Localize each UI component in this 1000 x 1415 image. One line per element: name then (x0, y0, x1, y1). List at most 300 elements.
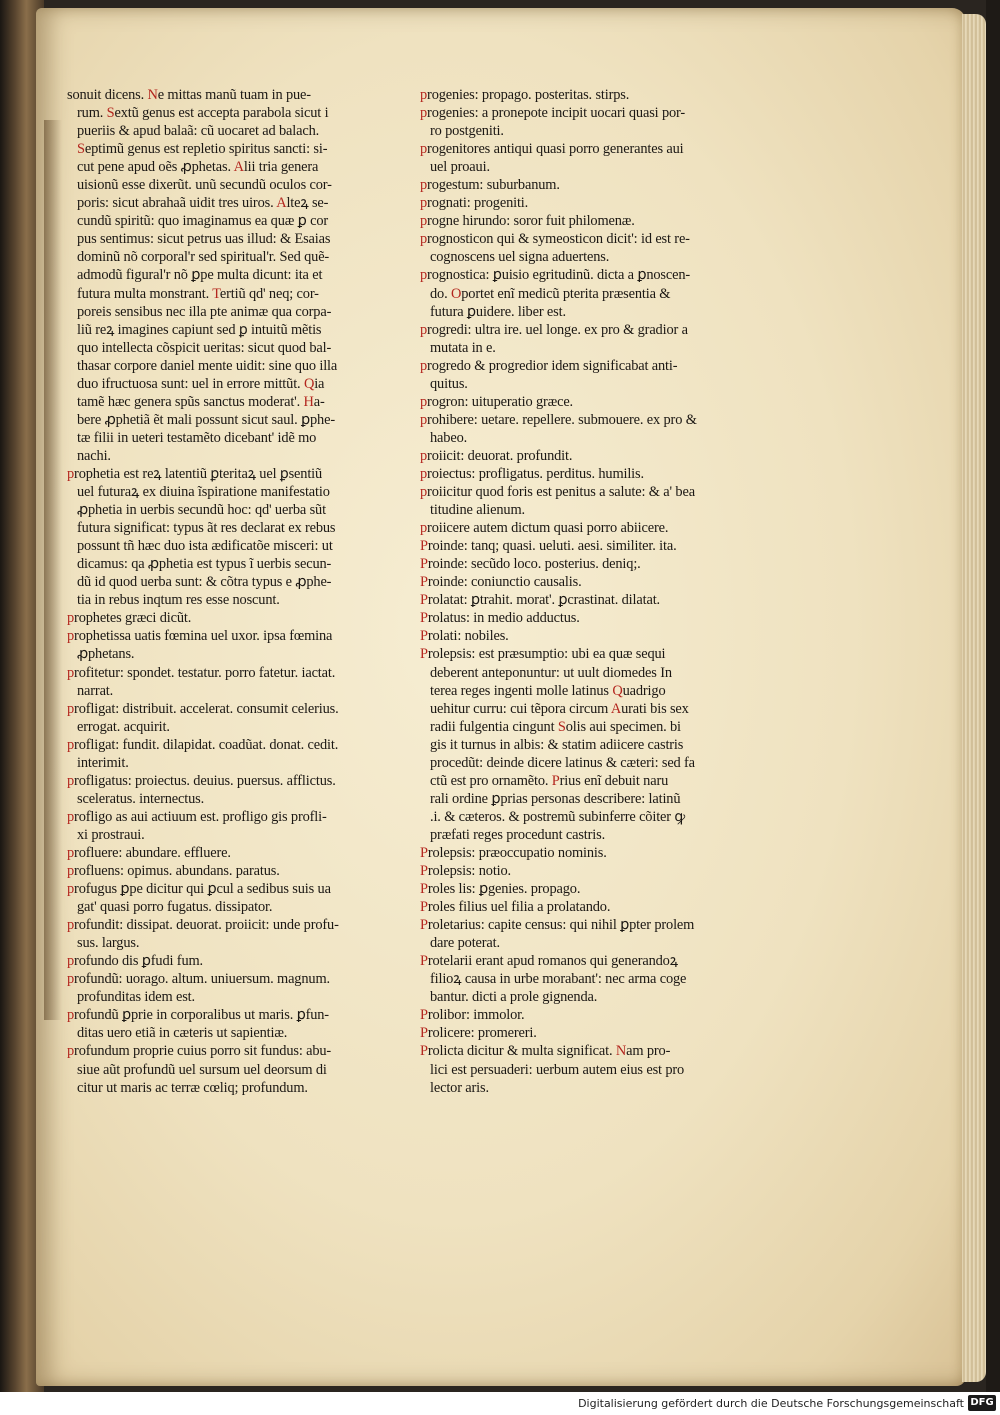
text-line (420, 140, 740, 158)
text-segment: quitus. (430, 375, 468, 392)
text-segment: urati bis sex (621, 700, 689, 717)
text-segment: .i. & cæteros. & postremũ subinferre cõiter ꝙ (430, 808, 686, 825)
rubricated-initial: p (420, 177, 428, 194)
text-line (67, 916, 387, 934)
text-column-left (67, 86, 387, 1097)
rubricated-initial: p (67, 844, 75, 861)
text-line (67, 519, 387, 537)
text-segment: portet enĩ medicũ pterita præsentia & (461, 285, 671, 302)
rubricated-initial: P (420, 592, 428, 609)
text-segment: rofundit: dissipat. deuorat. proiicit: unde profu- (74, 917, 339, 934)
rubricated-initial: p (67, 863, 75, 880)
text-segment: tamẽ hæc genera spũs sanctus moderat'. (77, 393, 304, 410)
text-segment: sus. largus. (77, 935, 140, 952)
text-line (420, 880, 740, 898)
text-segment: lii tria genera (243, 159, 319, 176)
text-segment: roiectus: profligatus. perditus. humilis. (427, 465, 644, 482)
text-line (67, 645, 387, 663)
text-line (420, 357, 740, 375)
rubricated-initial: P (551, 772, 560, 789)
text-line (67, 158, 387, 176)
text-segment: roletarius: capite census: qui nihil ꝑpter prolem (427, 917, 695, 934)
text-line (67, 718, 387, 736)
text-segment: roiicit: deuorat. profundit. (427, 447, 573, 464)
text-line (67, 1024, 387, 1042)
text-segment: a- (313, 393, 325, 410)
text-segment: rolepsis: præoccupatio nominis. (427, 844, 607, 861)
rubricated-initial: p (420, 267, 428, 284)
rubricated-initial: p (420, 484, 428, 501)
text-line (67, 230, 387, 248)
text-line (67, 682, 387, 700)
text-segment: siue aũt profundũ uel sursum uel deorsum di (77, 1061, 327, 1078)
rubricated-initial: Q (612, 682, 623, 699)
text-segment: rofluere: abundare. effluere. (74, 844, 231, 861)
text-line (67, 86, 387, 104)
text-line (67, 1042, 387, 1060)
rubricated-initial: A (610, 700, 622, 717)
text-segment: am pro- (626, 1043, 671, 1060)
text-segment: uel proaui. (430, 159, 490, 176)
text-segment: rolibor: immolor. (427, 1007, 525, 1024)
text-line (420, 483, 740, 501)
text-segment: dare poterat. (430, 935, 500, 952)
text-line (67, 844, 387, 862)
text-segment: do. (430, 285, 451, 302)
text-line (420, 682, 740, 700)
text-segment: quo intellecta cõspicit ueritas: sicut quod bal- (77, 339, 332, 356)
text-line (67, 736, 387, 754)
text-segment: futura significat: typus ãt res declarat ex rebus (77, 520, 336, 537)
text-segment: sonuit dicens. (67, 87, 148, 103)
text-segment: rogne hirundo: soror fuit philomenæ. (427, 213, 635, 230)
text-line (420, 664, 740, 682)
text-segment: rogron: uituperatio græce. (427, 393, 574, 410)
text-segment: rofundo dis ꝑfudi fum. (74, 953, 203, 970)
text-segment: rofundũ ꝑprie in corporalibus ut maris. ꝑfun- (74, 1007, 329, 1024)
text-segment: duo ifructuosa sunt: uel in errore mittũt. (77, 375, 304, 392)
text-segment: terea reges ingenti molle latinus (430, 682, 613, 699)
text-segment: rophetissa uatis fœmina uel uxor. ipsa fœmina (74, 628, 333, 645)
text-line (420, 501, 740, 519)
text-line (420, 86, 740, 104)
rubricated-initial: P (420, 556, 428, 573)
text-line (420, 718, 740, 736)
text-line (67, 700, 387, 718)
rubricated-initial: p (420, 520, 428, 537)
footer-bar (0, 1392, 1000, 1415)
text-segment: tia in rebus inqtum res esse noscunt. (77, 592, 280, 609)
text-line (67, 988, 387, 1006)
rubricated-initial: p (67, 772, 75, 789)
text-line (67, 826, 387, 844)
text-line (420, 393, 740, 411)
rubricated-initial: p (420, 141, 428, 158)
text-line (420, 303, 740, 321)
text-segment: pus sentimus: sicut petrus uas illud: & Esaias (77, 231, 331, 248)
rubricated-initial: P (420, 610, 428, 627)
text-line (420, 555, 740, 573)
text-line (420, 591, 740, 609)
rubricated-initial: p (67, 971, 75, 988)
text-segment: ro postgeniti. (430, 123, 504, 140)
rubricated-initial: P (420, 628, 428, 645)
text-line (420, 248, 740, 266)
text-line (420, 230, 740, 248)
text-segment: rofligo as aui actiuum est. profligo gis profli- (74, 808, 327, 825)
text-line (67, 862, 387, 880)
text-segment: nachi. (77, 447, 111, 464)
text-line (67, 104, 387, 122)
text-segment: rofligat: distribuit. accelerat. consumit celerius. (74, 700, 339, 717)
rubricated-initial: S (557, 718, 566, 735)
text-line (420, 519, 740, 537)
text-line (420, 952, 740, 970)
rubricated-initial: p (67, 1043, 75, 1060)
text-segment: rohibere: uetare. repellere. submouere. ex pro & (427, 411, 697, 428)
text-segment: gat' quasi porro fugatus. dissipator. (77, 899, 273, 916)
text-segment: rofugus ꝑpe dicitur qui ꝑcul a sedibus suis ua (74, 881, 331, 898)
text-segment: errogat. acquirit. (77, 718, 170, 735)
text-segment: rius enĩ debuit naru (559, 772, 669, 789)
text-segment: dominũ nõ corporal'r sed spiritual'r. Sed quẽ- (77, 249, 330, 266)
text-line (420, 321, 740, 339)
text-line (67, 537, 387, 555)
rubricated-initial: p (67, 465, 75, 482)
text-line (67, 266, 387, 284)
text-line (67, 285, 387, 303)
text-line (67, 1006, 387, 1024)
text-line (67, 501, 387, 519)
text-segment: eptimũ genus est repletio spiritus sancti: si- (84, 141, 328, 158)
rubricated-initial: P (420, 1025, 428, 1042)
text-line (67, 934, 387, 952)
text-line (420, 898, 740, 916)
text-segment: ertiũ qd' neq; cor- (219, 285, 319, 302)
rubricated-initial: p (67, 664, 75, 681)
text-segment: rogestum: suburbanum. (427, 177, 560, 194)
text-line (67, 952, 387, 970)
text-segment: profunditas idem est. (77, 989, 195, 1006)
text-segment: rolati: nobiles. (427, 628, 509, 645)
text-line (67, 411, 387, 429)
text-segment: rophetes græci dicũt. (74, 610, 192, 627)
gutter-shadow (44, 120, 62, 1020)
text-segment: rolicere: promereri. (427, 1025, 537, 1042)
text-segment: futura multa monstrant. (77, 285, 213, 302)
text-line (420, 212, 740, 230)
rubricated-initial: H (303, 393, 314, 410)
rubricated-initial: p (67, 610, 75, 627)
text-segment: filioꝝ causa in urbe morabant': nec arma coge (430, 971, 687, 988)
text-segment: gis it turnus in albis: & statim adiicere castris (430, 736, 684, 753)
text-line (420, 808, 740, 826)
text-line (67, 194, 387, 212)
text-segment: lici est persuaderi: uerbum autem eius est pro (430, 1061, 685, 1078)
rubricated-initial: p (67, 953, 75, 970)
text-segment: tæ filii in ueteri testamẽto dicebant' idẽ mo (77, 429, 317, 446)
rubricated-initial: p (420, 231, 428, 248)
text-line (67, 176, 387, 194)
text-line (420, 573, 740, 591)
rubricated-initial: P (420, 844, 428, 861)
text-line (420, 844, 740, 862)
text-segment: dũ id quod uerba sunt: & cõtra typus e ꝓphe- (77, 574, 332, 591)
text-line (420, 429, 740, 447)
text-segment: roinde: coniunctio causalis. (427, 574, 582, 591)
text-line (420, 122, 740, 140)
text-line (420, 988, 740, 1006)
text-segment: rolatus: in medio adductus. (427, 610, 580, 627)
text-line (420, 375, 740, 393)
rubricated-initial: P (420, 863, 428, 880)
text-segment: extũ genus est accepta parabola sicut i (114, 105, 329, 122)
text-segment: uisionũ esse dixerũt. unũ secundũ oculos cor- (77, 177, 332, 194)
text-line (67, 483, 387, 501)
text-segment: rognosticon qui & symeosticon dicit': id est re- (427, 231, 690, 248)
text-line (420, 970, 740, 988)
text-line (67, 248, 387, 266)
rubricated-initial: P (420, 881, 428, 898)
text-segment: roles lis: ꝑgenies. propago. (427, 881, 581, 898)
text-line (67, 808, 387, 826)
text-segment: cognoscens uel signa aduertens. (430, 249, 610, 266)
text-segment: habeo. (430, 429, 468, 446)
text-segment: lector aris. (430, 1079, 489, 1096)
text-segment: e mittas manũ tuam in pue- (157, 87, 311, 103)
text-line (67, 970, 387, 988)
text-line (420, 1024, 740, 1042)
rubricated-initial: N (147, 87, 158, 103)
text-line (67, 339, 387, 357)
text-segment: radii fulgentia cingunt (430, 718, 558, 735)
text-segment: possunt tñ hæc duo ista ædificatõe misceri: ut (77, 538, 333, 555)
text-segment: rofligatus: proiectus. deuius. puersus. afflictus. (74, 772, 336, 789)
text-segment: rolepsis: notio. (427, 863, 512, 880)
text-segment: rali ordine ꝑprias personas describere: latinũ (430, 790, 681, 807)
rubricated-initial: N (615, 1043, 627, 1060)
text-segment: ia (314, 375, 325, 392)
funding-notice: Digitalisierung gefördert durch die Deutsche Forschungsgemeinschaft (578, 1397, 964, 1410)
text-line (420, 176, 740, 194)
rubricated-initial: p (420, 321, 428, 338)
text-line (67, 357, 387, 375)
text-segment: narrat. (77, 682, 114, 699)
text-segment: ctũ est pro ornamẽto. (430, 772, 552, 789)
text-segment: præfati reges procedunt castris. (430, 826, 606, 843)
text-line (67, 447, 387, 465)
text-segment: rogenitores antiqui quasi porro generantes aui (427, 141, 684, 158)
text-line (67, 591, 387, 609)
text-segment: lteꝝ se- (286, 195, 329, 212)
rubricated-initial: T (212, 285, 220, 302)
text-line (67, 140, 387, 158)
text-line (67, 429, 387, 447)
text-line (420, 194, 740, 212)
text-segment: mutata in e. (430, 339, 496, 356)
text-segment: xi prostraui. (77, 826, 145, 843)
text-line (67, 573, 387, 591)
rubricated-initial: p (67, 917, 75, 934)
rubricated-initial: P (420, 899, 428, 916)
text-segment: rofligat: fundit. dilapidat. coadũat. donat. cedit. (74, 736, 339, 753)
text-line (67, 321, 387, 339)
text-segment: rofitetur: spondet. testatur. porro fatetur. iactat. (74, 664, 336, 681)
text-segment: rogredo & progredior idem significabat anti- (427, 357, 678, 374)
text-segment: thasar corpore daniel mente uidit: sine quo illa (77, 357, 338, 374)
rubricated-initial: p (420, 87, 428, 103)
rubricated-initial: p (420, 195, 428, 212)
text-segment: rum. (77, 105, 107, 122)
text-segment: rolatat: ꝑtrahit. morat'. ꝑcrastinat. dilatat. (427, 592, 661, 609)
rubricated-initial: p (67, 1007, 75, 1024)
rubricated-initial: P (420, 646, 428, 663)
text-line (420, 826, 740, 844)
text-line (67, 303, 387, 321)
text-line (67, 664, 387, 682)
text-segment: rognati: progeniti. (427, 195, 529, 212)
text-line (420, 1006, 740, 1024)
rubricated-initial: p (420, 447, 428, 464)
rubricated-initial: Q (303, 375, 315, 392)
text-segment: bere ꝓphetiã ẽt mali possunt sicut saul. ꝑphe- (77, 411, 335, 428)
text-line (420, 465, 740, 483)
rubricated-initial: A (233, 159, 244, 176)
text-segment: titudine alienum. (430, 502, 525, 519)
text-segment: rolicta dicitur & multa significat. (427, 1043, 616, 1060)
rubricated-initial: p (420, 105, 428, 122)
rubricated-initial: p (420, 393, 428, 410)
rubricated-initial: S (106, 105, 115, 122)
text-line (420, 862, 740, 880)
rubricated-initial: p (67, 628, 75, 645)
text-line (420, 934, 740, 952)
text-segment: poris: sicut abrahaã uidit tres uiros. (77, 195, 277, 212)
text-line (67, 790, 387, 808)
text-line (67, 609, 387, 627)
rubricated-initial: P (420, 917, 428, 934)
text-segment: bantur. dicti a prole gignenda. (430, 989, 598, 1006)
text-segment: roiicere autem dictum quasi porro abiicere. (427, 520, 669, 537)
text-line (67, 772, 387, 790)
text-segment: uehitur curru: cui tẽpora circum (430, 700, 611, 717)
text-line (67, 122, 387, 140)
text-segment: procedũt: deinde dicere latinus & cæteri: sed fa (430, 754, 695, 771)
text-line (420, 627, 740, 645)
text-line (420, 447, 740, 465)
text-line (420, 411, 740, 429)
rubricated-initial: p (420, 465, 428, 482)
text-segment: rogredi: ultra ire. uel longe. ex pro & gradior a (427, 321, 688, 338)
text-segment: rophetia est reꝝ latentiũ ꝑteritaꝝ uel ꝑsentiũ (74, 465, 323, 482)
text-segment: roles filius uel filia a prolatando. (427, 899, 611, 916)
text-segment: roinde: tanq; quasi. ueluti. aesi. similiter. ita. (427, 538, 677, 555)
text-segment: rolepsis: est præsumptio: ubi ea quæ sequi (427, 646, 666, 663)
text-segment: rofundum proprie cuius porro sit fundus: abu- (74, 1043, 332, 1060)
text-segment: deberent anteponuntur: ut uult diomedes In (430, 664, 672, 681)
text-segment: interimit. (77, 754, 129, 771)
rubricated-initial: p (420, 357, 428, 374)
text-line (420, 700, 740, 718)
page-edges (962, 14, 986, 1382)
text-segment: cut pene apud oẽs ꝓphetas. (77, 159, 234, 176)
text-segment: futura ꝑuidere. liber est. (430, 303, 566, 320)
text-line (420, 645, 740, 663)
text-line (420, 772, 740, 790)
scan-edge-right (986, 0, 1000, 1392)
text-line (67, 465, 387, 483)
rubricated-initial: A (276, 195, 287, 212)
text-segment: liũ reꝝ imagines capiunt sed ꝑ intuitũ mẽtis (77, 321, 322, 338)
text-line (67, 627, 387, 645)
dfg-logo: DFG (968, 1395, 996, 1411)
text-line (420, 1061, 740, 1079)
rubricated-initial: O (451, 285, 462, 302)
text-segment: ditas uero etiã in cæteris ut sapientiæ. (77, 1025, 288, 1042)
text-segment: ꝓphetia in uerbis secundũ hoc: qd' uerba sũt (77, 502, 326, 519)
text-line (67, 555, 387, 573)
rubricated-initial: p (420, 411, 428, 428)
text-segment: sceleratus. internectus. (77, 790, 205, 807)
text-segment: rognostica: ꝑuisio egritudinũ. dicta a ꝑnoscen- (427, 267, 691, 284)
text-line (420, 1042, 740, 1060)
text-line (420, 266, 740, 284)
rubricated-initial: p (67, 700, 75, 717)
text-segment: cundũ spiritũ: quo imaginamus ea quæ ꝑ cor (77, 213, 329, 230)
text-segment: roinde: secũdo loco. posterius. deniq;. (427, 556, 641, 573)
text-segment: uel futuraꝝ ex diuina ĩspiratione manifestatio (77, 484, 330, 501)
rubricated-initial: P (420, 1007, 428, 1024)
text-line (420, 339, 740, 357)
text-column-right (420, 86, 740, 1097)
rubricated-initial: p (67, 808, 75, 825)
text-line (420, 736, 740, 754)
rubricated-initial: p (67, 736, 75, 753)
text-line (420, 609, 740, 627)
text-line (67, 393, 387, 411)
text-line (67, 898, 387, 916)
text-line (67, 1079, 387, 1097)
text-segment: rotelarii erant apud romanos qui generandoꝝ (427, 953, 678, 970)
text-line (420, 1079, 740, 1097)
text-line (67, 754, 387, 772)
text-segment: dicamus: qa ꝓphetia est typus ĩ uerbis secun- (77, 556, 332, 573)
text-line (420, 285, 740, 303)
text-line (420, 158, 740, 176)
text-segment: rogenies: a pronepote incipit uocari quasi por- (427, 105, 686, 122)
text-line (420, 790, 740, 808)
text-segment: pueriis & apud balaã: cũ uocaret ad balach. (77, 123, 320, 140)
text-line (67, 880, 387, 898)
text-segment: olis aui specimen. bi (565, 718, 681, 735)
text-segment: roiicitur quod foris est penitus a salute: & a' bea (427, 484, 695, 501)
text-segment: rofluens: opimus. abundans. paratus. (74, 863, 280, 880)
text-segment: citur ut maris ac terræ cœliq; profundum. (77, 1079, 308, 1096)
text-segment: admodũ figural'r nõ ꝑpe multa dicunt: ita et (77, 267, 323, 284)
text-segment: poreis sensibus nec illa pte animæ qua corpa- (77, 303, 332, 320)
text-segment: rogenies: propago. posteritas. stirps. (427, 87, 630, 103)
rubricated-initial: P (420, 953, 428, 970)
text-segment: rofundũ: uorago. altum. uniuersum. magnum. (74, 971, 330, 988)
rubricated-initial: P (420, 538, 428, 555)
rubricated-initial: P (420, 574, 428, 591)
text-segment: uadrigo (622, 682, 666, 699)
rubricated-initial: p (420, 213, 428, 230)
text-segment: ꝓphetans. (77, 646, 135, 663)
text-line (67, 212, 387, 230)
text-line (420, 916, 740, 934)
rubricated-initial: P (420, 1043, 428, 1060)
